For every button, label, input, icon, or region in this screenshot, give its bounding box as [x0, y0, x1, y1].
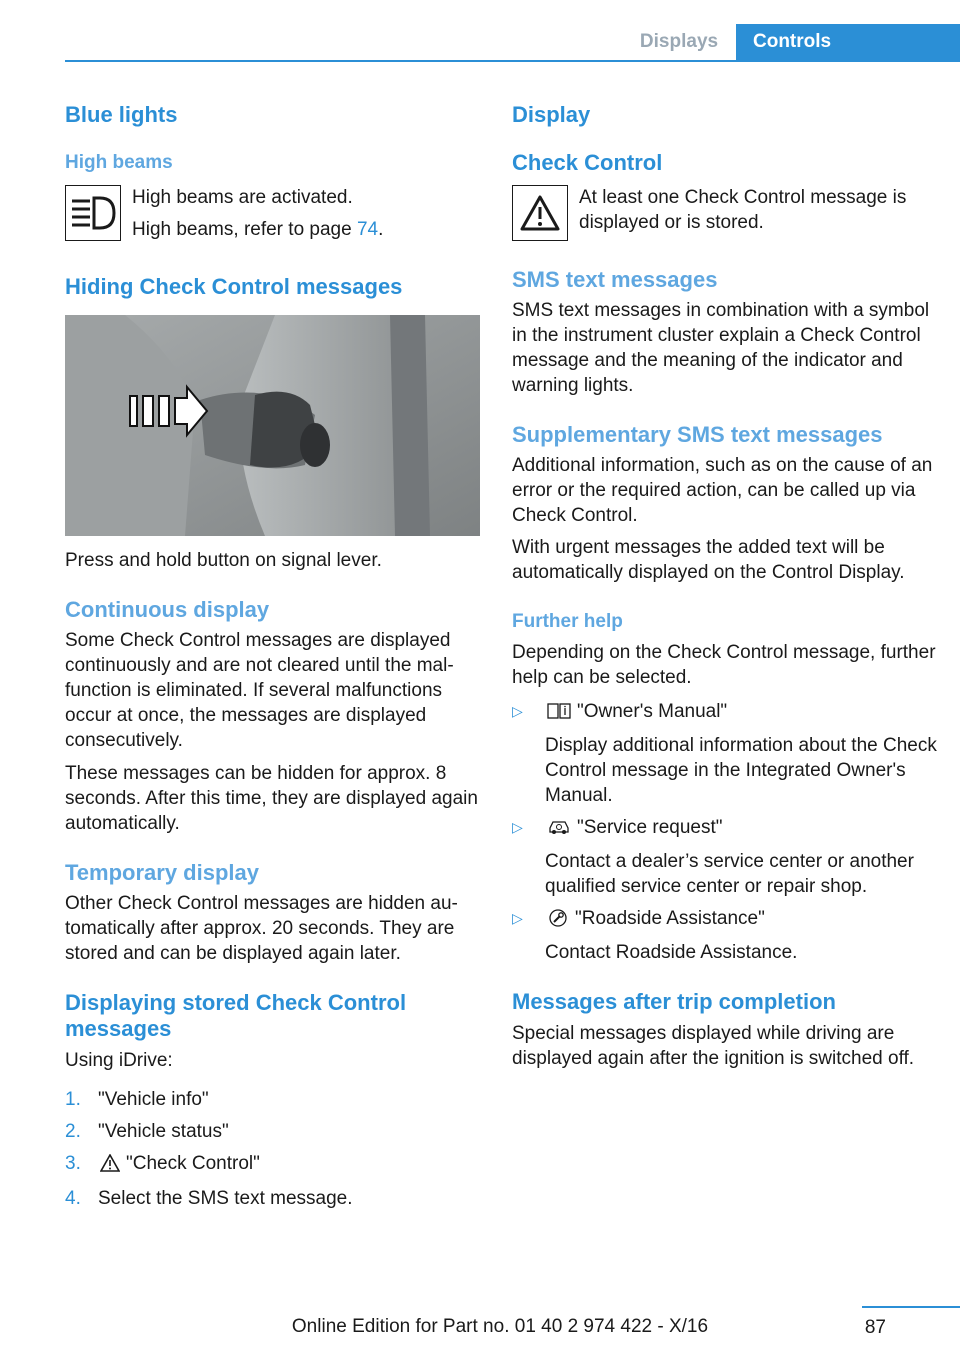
figure-caption: Press and hold button on signal lever.: [65, 550, 382, 571]
warning-triangle-icon: [512, 185, 568, 241]
continuous-text: Some Check Control messages are displayed continuously and are not cleared until the malfunction is eliminated. If several malfunctions occur at once, the messages are displayed consecutively.: [65, 630, 454, 751]
signal-lever-image: [65, 315, 480, 536]
list-item[interactable]: ▷ "Owner's Manual" Display additional information about the Check Control message in the Integrated Owner's Manual.: [512, 701, 937, 806]
high-beams-activated: High beams are activated.: [132, 187, 353, 208]
page-74-link[interactable]: 74: [356, 219, 379, 240]
edition-text: Online Edition for Part no. 01 40 2 974 422 - X/16: [291, 1316, 709, 1337]
book-icon: [547, 702, 571, 727]
page-number: 87: [864, 1317, 886, 1338]
car-service-icon: [547, 818, 571, 843]
further-help-heading: Further help: [512, 611, 623, 632]
list-item: 1. "Vehicle info": [65, 1089, 209, 1110]
stored-heading: Displaying stored Check Control messages: [65, 990, 407, 1041]
blue-lights-heading: Blue lights: [65, 102, 178, 127]
using-idrive: Using iDrive:: [65, 1050, 173, 1071]
trip-heading: Messages after trip completion: [512, 989, 836, 1014]
high-beams-text: [132, 185, 383, 242]
check-control-text: At least one Check Control message is displayed or is stored.: [579, 187, 907, 233]
urgent-text: With urgent messages the added text will be automatically displayed on the Control Display.: [512, 537, 905, 583]
footer-rule: [862, 1306, 960, 1308]
continuous-heading: Continuous display: [65, 597, 270, 622]
sms-text: SMS text messages in combination with a symbol in the instrument cluster explain a Check Control message and the meaning of the indicator and warning lights.: [512, 300, 930, 396]
tab-displays[interactable]: Displays: [639, 31, 719, 52]
further-help-text: Depending on the Check Control message, further help can be selected.: [512, 642, 936, 688]
warning-triangle-icon: [100, 1154, 120, 1179]
page-header: [0, 0, 960, 62]
list-item: 4. Select the SMS text message.: [65, 1188, 353, 1209]
supplementary-heading: Supplementary SMS text messages: [512, 422, 883, 447]
supplementary-text: Additional information, such as on the cause of an error or the required action, can be called up via Check Control.: [512, 455, 933, 526]
help-options-list: [512, 699, 937, 965]
wrench-icon: [547, 909, 569, 934]
hiding-heading: Hiding Check Control messages: [65, 274, 403, 299]
high-beams-reference: High beams, refer to page 74.: [132, 219, 384, 240]
display-heading: Display: [512, 102, 591, 127]
right-column: [512, 100, 937, 1071]
header-rule: [65, 60, 960, 62]
list-item[interactable]: ▷ "Service request" Contact a dealer’s service center or another qualified service center or repair shop.: [512, 817, 914, 897]
check-control-row: [512, 185, 937, 241]
sms-heading: SMS text messages: [512, 267, 718, 292]
high-beams-row: [65, 185, 485, 242]
high-beams-heading: High beams: [65, 152, 173, 173]
temporary-heading: Temporary display: [65, 860, 259, 885]
high-beam-icon: [65, 185, 121, 241]
trip-text: Special messages displayed while driving are displayed again after the ignition is switched off.: [512, 1023, 915, 1069]
temporary-text: Other Check Control messages are hidden automatically after approx. 20 seconds. They are stored and can be displayed again later.: [65, 893, 458, 964]
steps-list: [65, 1087, 485, 1211]
left-column: [65, 100, 485, 1211]
hidden-text: These messages can be hidden for approx. 8 seconds. After this time, they are displayed again automatically.: [65, 763, 478, 834]
tab-controls[interactable]: Controls: [736, 24, 960, 60]
list-item: 3. "Check Control": [65, 1151, 485, 1179]
list-item: 2. "Vehicle status": [65, 1121, 229, 1142]
check-control-heading: Check Control: [512, 150, 663, 175]
list-item[interactable]: ▷ "Roadside Assistance" Contact Roadside Assistance.: [512, 908, 798, 963]
